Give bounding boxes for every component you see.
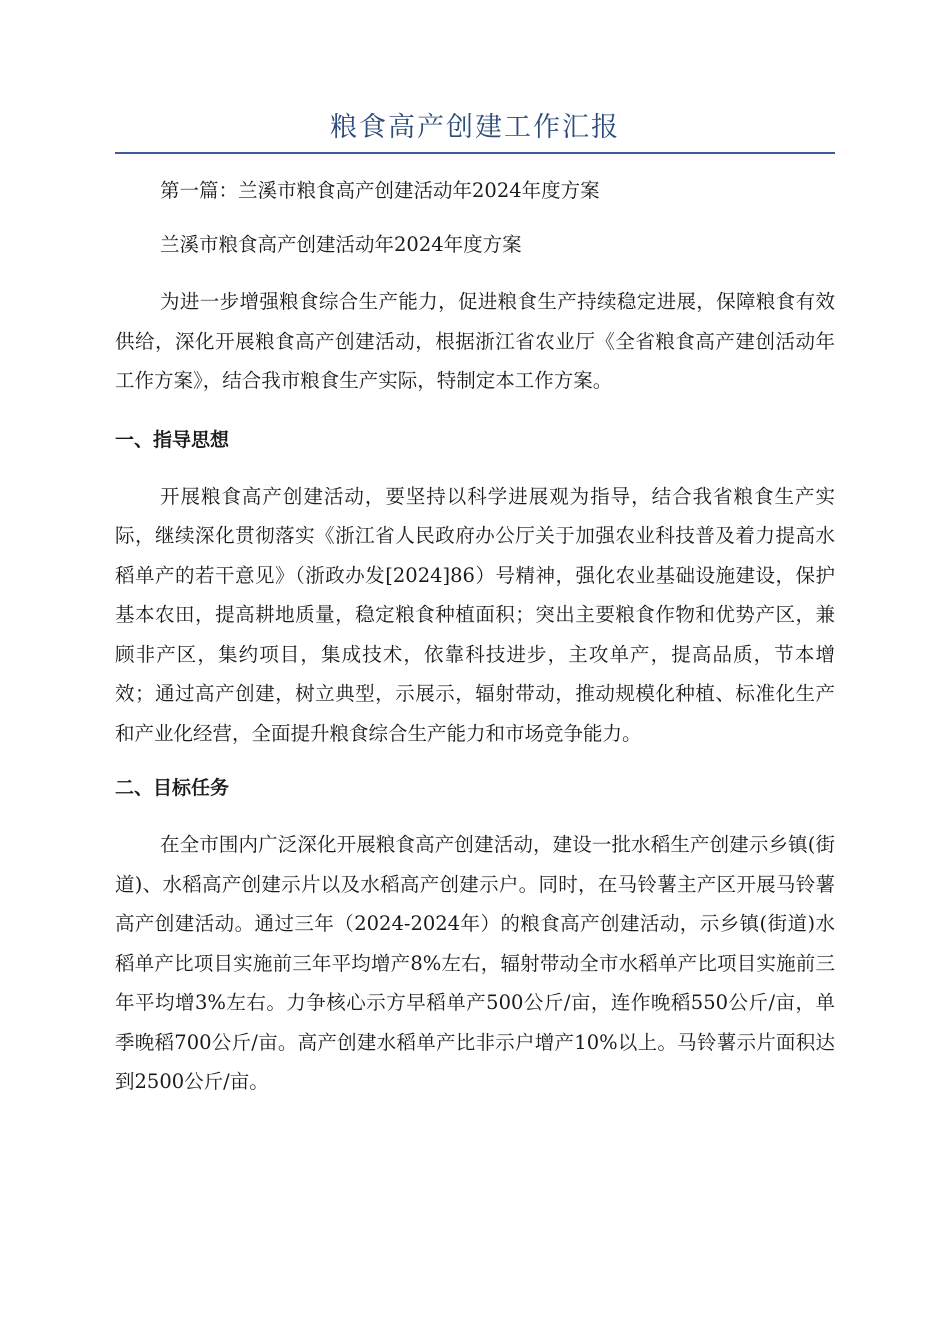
section-heading-goals-tasks: 二、目标任务 <box>115 777 230 799</box>
document-title: 粮食高产创建工作汇报 <box>330 112 620 143</box>
section-heading-guiding-ideology: 一、指导思想 <box>115 428 230 451</box>
subtitle-plan-name: 兰溪市粮食高产创建活动年2024年度方案 <box>160 233 522 256</box>
section-paragraph-guiding-ideology: 开展粮食高产创建活动，要坚持以科学进展观为指导，结合我省粮食生产实际，继续深化贯彻落实《浙江省人民政府办公厅关于加强农业科技普及着力提高水稻单产的若干意见》（浙政办发[2024]86）号精神，强化农业基础设施建设，保护基本农田，提高耕地质量，稳定粮食种植面积；突出主要粮食作物和优势产区，兼顾非产区，集约项目，集成技术，依靠科技进步，主攻单产，提高品质，节本增效；通过高产创建，树立典型，示展示，辐射带动，推动规模化种植、标准化生产和产业化经营，全面提升粮食综合生产能力和市场竞争能力。 <box>115 484 835 745</box>
document-page <box>115 108 835 1102</box>
title-underline <box>115 152 835 154</box>
subtitle-first-chapter: 第一篇：兰溪市粮食高产创建活动年2024年度方案 <box>160 179 600 202</box>
intro-paragraph: 为进一步增强粮食综合生产能力，促进粮食生产持续稳定进展，保障粮食有效供给，深化开展粮食高产创建活动，根据浙江省农业厅《全省粮食高产建创活动年工作方案》，结合我市粮食生产实际，特制定本工作方案。 <box>115 290 835 392</box>
section-paragraph-goals-tasks: 在全市围内广泛深化开展粮食高产创建活动，建设一批水稻生产创建示乡镇(街道)、水稻高产创建示片以及水稻高产创建示户。同时，在马铃薯主产区开展马铃薯高产创建活动。通过三年（2024-2024年）的粮食高产创建活动，示乡镇(街道)水稻单产比项目实施前三年平均增产8%左右，辐射带动全市水稻单产比项目实施前三年平均增3%左右。力争核心示方早稻单产500公斤/亩，连作晚稻550公斤/亩，单季晚稻700公斤/亩。高产创建水稻单产比非示户增产10%以上。马铃薯示片面积达到2500公斤/亩。 <box>115 833 835 1093</box>
